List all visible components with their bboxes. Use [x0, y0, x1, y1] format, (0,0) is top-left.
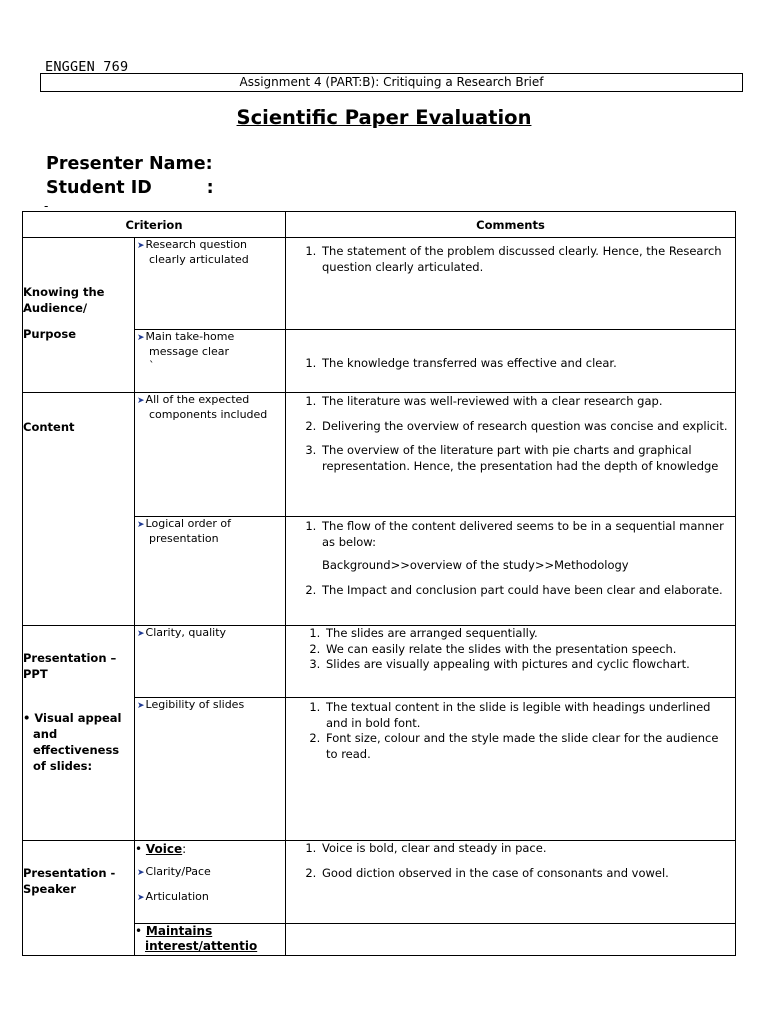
stray-mark: -	[44, 199, 49, 213]
evaluation-table	[22, 211, 736, 956]
comments-header: Comments	[286, 212, 736, 238]
arrow-bullet-icon: ➤	[137, 868, 145, 878]
assignment-banner: Assignment 4 (PART:B): Critiquing a Research Brief	[40, 73, 743, 92]
presenter-block	[46, 152, 214, 200]
criterion-ppt: Presentation – PPT • Visual appeal and effectiveness of slides:	[23, 626, 135, 841]
arrow-bullet-icon: ➤	[137, 520, 145, 530]
table-row	[23, 841, 736, 924]
subcriterion-interest: • Maintains interest/attentio	[135, 924, 286, 956]
comment-cell	[286, 698, 736, 841]
comment-cell	[286, 330, 736, 393]
subcriterion-research-question: ➤Research question clearly articulated	[135, 238, 286, 330]
comment-cell	[286, 841, 736, 924]
table-row	[23, 393, 736, 517]
comment-item: 2. We can easily relate the slides with the presentation speech.	[324, 642, 729, 658]
comment-cell	[286, 393, 736, 517]
criterion-audience: Knowing the Audience/ Purpose	[23, 238, 135, 393]
subcriterion-take-home: ➤Main take-home message clear `	[135, 330, 286, 393]
subcriterion-voice: • Voice: ➤Clarity/Pace ➤Articulation	[135, 841, 286, 924]
page-title: Scientific Paper Evaluation	[236, 106, 532, 129]
arrow-bullet-icon: ➤	[137, 333, 145, 343]
table-row	[23, 238, 736, 330]
comment-item: 2. The Impact and conclusion part could have been clear and elaborate.	[320, 583, 729, 599]
visual-appeal-bullet: • Visual appeal and effectiveness of slides:	[23, 711, 122, 773]
comment-item: 3. The overview of the literature part with pie charts and graphical representation. Hence, the presentation had the depth of knowledge	[320, 443, 729, 474]
comment-item: 2. Delivering the overview of research question was concise and explicit.	[320, 419, 729, 435]
criterion-speaker: Presentation - Speaker	[23, 841, 135, 956]
subcriterion-clarity: ➤Clarity, quality	[135, 626, 286, 698]
comment-cell	[286, 626, 736, 698]
comment-cell	[286, 517, 736, 626]
subcriterion-components: ➤All of the expected components included	[135, 393, 286, 517]
comment-cell	[286, 924, 736, 956]
comment-item: 2. Good diction observed in the case of consonants and vowel.	[320, 866, 729, 882]
arrow-bullet-icon: ➤	[137, 893, 145, 903]
comment-item: 1. The statement of the problem discussed clearly. Hence, the Research question clearly articulated.	[320, 244, 729, 275]
arrow-bullet-icon: ➤	[137, 701, 145, 711]
table-row	[23, 626, 736, 698]
criterion-content: Content	[23, 393, 135, 626]
comment-item: 2. Font size, colour and the style made the slide clear for the audience to read.	[324, 731, 729, 762]
arrow-bullet-icon: ➤	[137, 396, 145, 406]
comment-cell	[286, 238, 736, 330]
comment-item: 1. The literature was well-reviewed with a clear research gap.	[320, 394, 729, 410]
subcriterion-logical-order: ➤Logical order of presentation	[135, 517, 286, 626]
subcriterion-legibility: ➤Legibility of slides	[135, 698, 286, 841]
presenter-name-label: Presenter Name:	[46, 154, 213, 174]
comment-item: 3. Slides are visually appealing with pictures and cyclic flowchart.	[324, 657, 729, 673]
comment-item: 1. The slides are arranged sequentially.	[324, 626, 729, 642]
arrow-bullet-icon: ➤	[137, 241, 145, 251]
comment-item: 1. The flow of the content delivered seems to be in a sequential manner as below: Background>>overview of the study>>Methodology	[320, 519, 729, 574]
course-code: ENGGEN 769	[45, 59, 129, 75]
comment-item: 1. The textual content in the slide is legible with headings underlined and in bold font.	[324, 700, 729, 731]
criterion-header: Criterion	[23, 212, 286, 238]
arrow-bullet-icon: ➤	[137, 629, 145, 639]
table-header-row	[23, 212, 736, 238]
comment-item: 1. Voice is bold, clear and steady in pace.	[320, 841, 729, 857]
comment-item: 1. The knowledge transferred was effective and clear.	[320, 356, 729, 372]
student-id-label: Student ID :	[46, 178, 214, 198]
